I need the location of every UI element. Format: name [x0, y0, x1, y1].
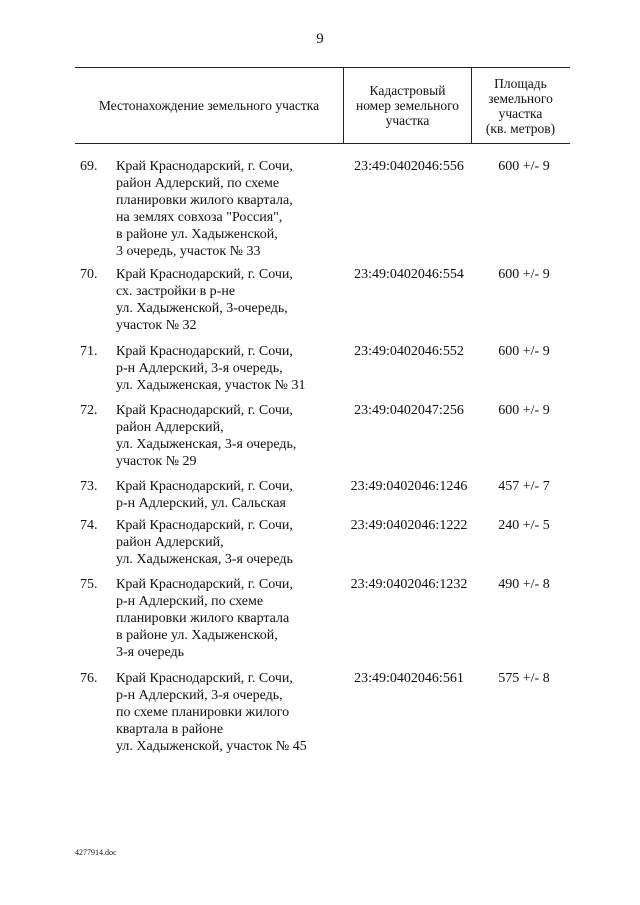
row-area: 240 +/- 5 — [498, 518, 550, 533]
row-cadastral-number: 23:49:0402046:561 — [354, 671, 464, 686]
row-cadastral-number: 23:49:0402046:554 — [354, 267, 464, 282]
row-location: Край Краснодарский, г. Сочи, район Адлерский, по схеме планировки жилого квартала, на землях совхоза "Россия", в районе ул. Хадыженской, 3 очередь, участок № 33 — [116, 159, 293, 259]
row-number: 75. — [80, 577, 98, 592]
file-name-footer: 4277914.doc — [75, 848, 117, 857]
row-location: Край Краснодарский, г. Сочи, район Адлерский, ул. Хадыженская, 3-я очередь — [116, 518, 293, 567]
row-cadastral-number: 23:49:0402046:556 — [354, 159, 464, 174]
row-location: Край Краснодарский, г. Сочи, район Адлерский, ул. Хадыженская, 3-я очередь, участок № 29 — [116, 403, 297, 469]
row-location: Край Краснодарский, г. Сочи, р-н Адлерский, по схеме планировки жилого квартала в районе ул. Хадыженской, 3-я очередь — [116, 577, 293, 660]
header-area: Площадь земельного участка (кв. метров) — [485, 75, 556, 136]
row-number: 74. — [80, 518, 98, 533]
table-header — [75, 67, 570, 144]
row-cadastral-number: 23:49:0402046:1232 — [350, 577, 468, 592]
row-location: Край Краснодарский, г. Сочи, р-н Адлерский, 3-я очередь, ул. Хадыженская, участок № 31 — [116, 344, 306, 393]
row-number: 76. — [80, 671, 98, 686]
row-number: 69. — [80, 159, 98, 174]
row-area: 575 +/- 8 — [498, 671, 550, 686]
row-number: 71. — [80, 344, 98, 359]
row-location: Край Краснодарский, г. Сочи, р-н Адлерский, 3-я очередь, по схеме планировки жилого квартала в районе ул. Хадыженской, участок № 45 — [116, 671, 307, 754]
row-area: 490 +/- 8 — [498, 577, 550, 592]
row-cadastral-number: 23:49:0402046:552 — [354, 344, 464, 359]
row-number: 72. — [80, 403, 98, 418]
row-number: 73. — [80, 479, 98, 494]
row-location: Край Краснодарский, г. Сочи, сх. застройки в р-не ул. Хадыженской, 3-очередь, участок № 32 — [116, 267, 293, 333]
row-area: 457 +/- 7 — [498, 479, 550, 494]
row-area: 600 +/- 9 — [498, 159, 550, 174]
row-cadastral-number: 23:49:0402047:256 — [354, 403, 464, 418]
row-area: 600 +/- 9 — [498, 344, 550, 359]
row-cadastral-number: 23:49:0402046:1246 — [350, 479, 468, 494]
row-location: Край Краснодарский, г. Сочи, р-н Адлерский, ул. Сальская — [116, 479, 293, 511]
row-number: 70. — [80, 267, 98, 282]
row-area: 600 +/- 9 — [498, 267, 550, 282]
row-cadastral-number: 23:49:0402046:1222 — [350, 518, 468, 533]
header-cadastral: Кадастровый номер земельного участка — [343, 68, 472, 143]
row-area: 600 +/- 9 — [498, 403, 550, 418]
page-number: 9 — [316, 31, 324, 47]
header-location: Местонахождение земельного участка — [98, 98, 320, 113]
